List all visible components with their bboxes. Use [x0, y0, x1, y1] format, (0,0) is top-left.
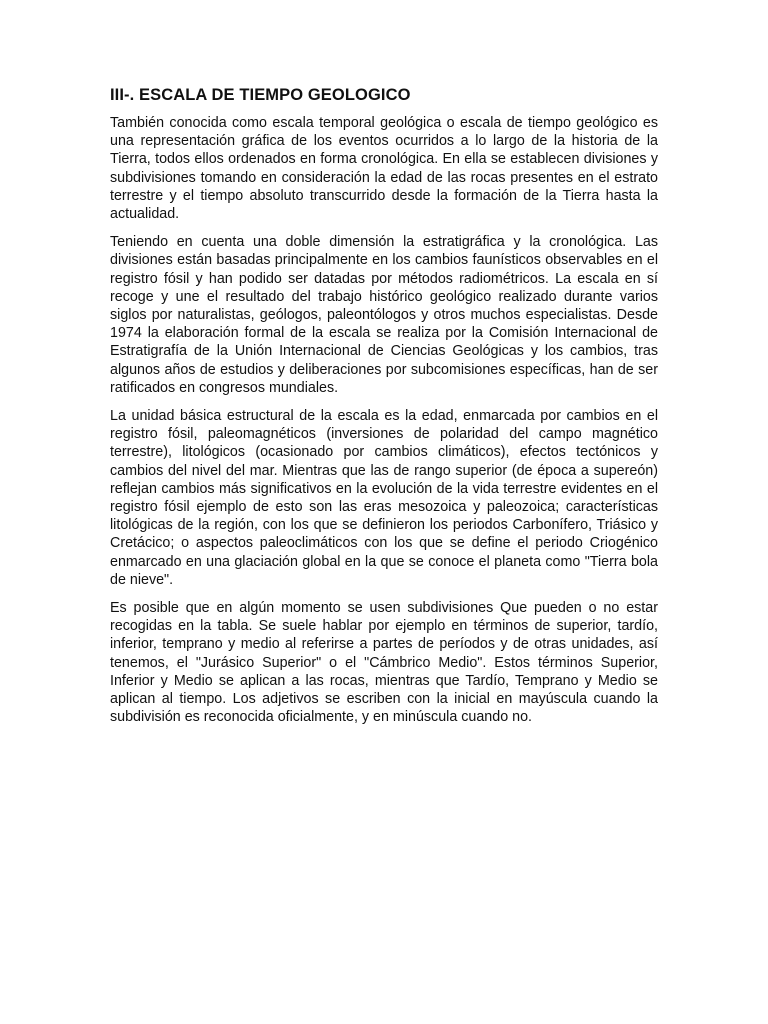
paragraph-basic-unit: La unidad básica estructural de la escala es la edad, enmarcada por cambios en el registro fósil, paleomagnéticos (inversiones de polaridad del campo magnético terrestre), litológicos (ocasionado por cambios climáticos), efectos tectónicos y cambios del nivel del mar. Mientras que las de rango superior (de época a supereón) reflejan cambios más significativos en la evolución de la vida terrestre evidentes en el registro fósil ejemplo de esto son las eras mesozoica y paleozoica; características litológicas de la región, con los que se definieron los periodos Carbonífero, Triásico y Cretácico; o aspectos paleoclimáticos con los que se define el periodo Criogénico enmarcado en una glaciación global en la que se conoce el planeta como "Tierra bola de nieve".: [110, 408, 658, 588]
document-page: [110, 84, 658, 737]
section-heading: III-. ESCALA DE TIEMPO GEOLOGICO: [110, 86, 411, 104]
paragraph-definition: También conocida como escala temporal geológica o escala de tiempo geológico es una representación gráfica de los eventos ocurridos a lo largo de la historia de la Tierra, todos ellos ordenados en forma cronológica. En ella se establecen divisiones y subdivisiones tomando en consideración la edad de las rocas presentes en el estrato terrestre y el tiempo absoluto transcurrido desde la formación de la Tierra hasta la actualidad.: [110, 115, 658, 223]
paragraph-subdivisions: Es posible que en algún momento se usen subdivisiones Que pueden o no estar recogidas en la tabla. Se suele hablar por ejemplo en términos de superior, tardío, inferior, temprano y medio al referirse a partes de períodos y de otras unidades, así tenemos, el "Jurásico Superior" o el "Cámbrico Medio". Estos términos Superior, Inferior y Medio se aplican a las rocas, mientras que Tardío, Temprano y Medio se aplican al tiempo. Los adjetivos se escriben con la inicial en mayúscula cuando la subdivisión es reconocida oficialmente, y en minúscula cuando no.: [110, 600, 658, 726]
paragraph-dimensions: Teniendo en cuenta una doble dimensión la estratigráfica y la cronológica. Las divisiones están basadas principalmente en los cambios faunísticos observables en el registro fósil y han podido ser datadas por métodos radiométricos. La escala en sí recoge y une el resultado del trabajo histórico geológico realizado durante varios siglos por naturalistas, geólogos, paleontólogos y otros muchos especialistas. Desde 1974 la elaboración formal de la escala se realiza por la Comisión Internacional de Estratigrafía de la Unión Internacional de Ciencias Geológicas y los cambios, tras algunos años de estudios y deliberaciones por subcomisiones específicas, han de ser ratificados en congresos mundiales.: [110, 234, 658, 396]
